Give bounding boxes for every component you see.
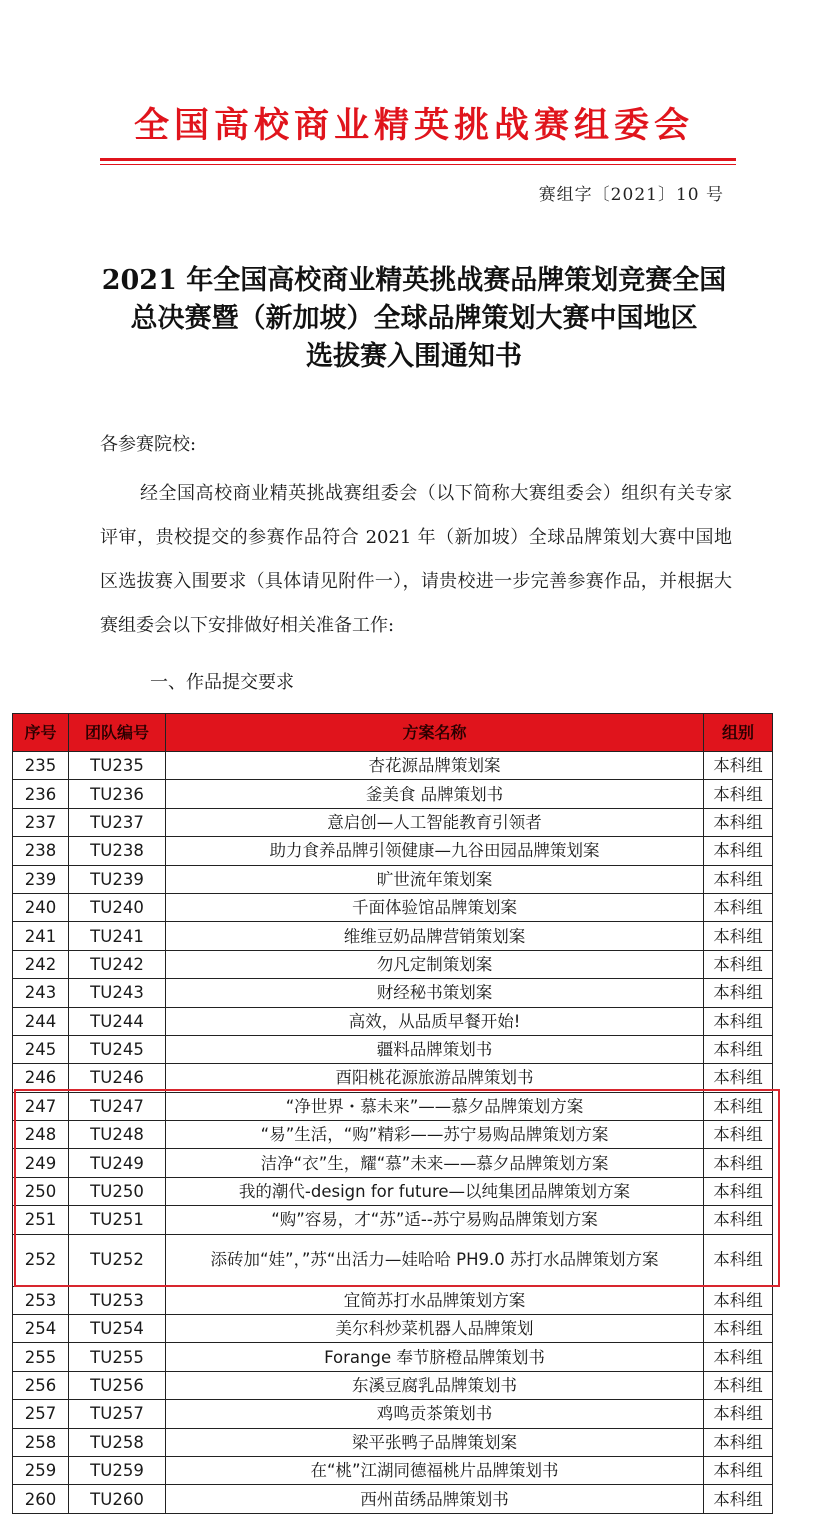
cell-team-id: TU252 [69,1234,166,1286]
cell-plan-name: 酉阳桃花源旅游品牌策划书 [166,1064,704,1092]
table-row [13,979,773,1007]
cell-group: 本科组 [704,893,773,921]
cell-team-id: TU243 [69,979,166,1007]
cell-group: 本科组 [704,1177,773,1205]
cell-team-id: TU250 [69,1177,166,1205]
document-title [80,262,748,376]
cell-group: 本科组 [704,979,773,1007]
cell-group: 本科组 [704,1286,773,1314]
cell-number: 257 [13,1400,69,1428]
cell-group: 本科组 [704,1315,773,1343]
table-row [13,1485,773,1513]
cell-team-id: TU236 [69,780,166,808]
table-row [13,837,773,865]
cell-number: 239 [13,865,69,893]
cell-plan-name: 千面体验馆品牌策划案 [166,893,704,921]
cell-team-id: TU257 [69,1400,166,1428]
table-row [13,1456,773,1484]
cell-plan-name: 鸡鸣贡茶策划书 [166,1400,704,1428]
table-row [13,1400,773,1428]
cell-plan-name: 助力食养品牌引领健康—九谷田园品牌策划案 [166,837,704,865]
cell-group: 本科组 [704,950,773,978]
cell-plan-name: Forange 奉节脐橙品牌策划书 [166,1343,704,1371]
cell-plan-name: 添砖加“娃”，”苏“出活力—娃哈哈 PH9.0 苏打水品牌策划方案 [166,1234,704,1286]
cell-group: 本科组 [704,837,773,865]
cell-team-id: TU244 [69,1007,166,1035]
cut-off-text [150,672,294,697]
cell-group: 本科组 [704,1064,773,1092]
cell-number: 237 [13,808,69,836]
cell-number: 244 [13,1007,69,1035]
title-line: 选拔赛入围通知书 [306,341,522,372]
cell-number: 245 [13,1035,69,1063]
table-row [13,752,773,780]
cell-team-id: TU242 [69,950,166,978]
table-row [13,865,773,893]
cell-number: 235 [13,752,69,780]
cell-group: 本科组 [704,1092,773,1120]
cell-group: 本科组 [704,1456,773,1484]
table-row [13,1206,773,1234]
cell-group: 本科组 [704,1485,773,1513]
cell-group: 本科组 [704,1234,773,1286]
cell-group: 本科组 [704,1121,773,1149]
cell-plan-name: 勿凡定制策划案 [166,950,704,978]
cell-group: 本科组 [704,1206,773,1234]
cell-group: 本科组 [704,865,773,893]
table-row [13,1234,773,1286]
table-row [13,1315,773,1343]
cell-group: 本科组 [704,1400,773,1428]
cell-team-id: TU249 [69,1149,166,1177]
cell-plan-name: 高效，从品质早餐开始! [166,1007,704,1035]
table-row [13,1092,773,1120]
organization-title: 全国高校商业精英挑战赛组委会 [133,106,694,146]
cell-number: 241 [13,922,69,950]
cell-plan-name: 维维豆奶品牌营销策划案 [166,922,704,950]
cell-group: 本科组 [704,808,773,836]
cell-number: 255 [13,1343,69,1371]
cell-group: 本科组 [704,1007,773,1035]
cell-team-id: TU251 [69,1206,166,1234]
cell-number: 246 [13,1064,69,1092]
cell-number: 248 [13,1121,69,1149]
header-rule-thick [100,158,736,161]
table-row [13,1149,773,1177]
cell-team-id: TU241 [69,922,166,950]
cell-plan-name: 釜美食 品牌策划书 [166,780,704,808]
table-body [13,752,773,1514]
cell-team-id: TU238 [69,837,166,865]
cell-number: 242 [13,950,69,978]
table-row [13,1371,773,1399]
table-row [13,950,773,978]
document-number: 赛组字〔2021〕10 号 [538,185,724,205]
table-row [13,1007,773,1035]
cell-team-id: TU253 [69,1286,166,1314]
table-row [13,893,773,921]
table-row [13,780,773,808]
cell-team-id: TU260 [69,1485,166,1513]
cell-plan-name: 杏花源品牌策划案 [166,752,704,780]
cell-plan-name: 东溪豆腐乳品牌策划书 [166,1371,704,1399]
table-row [13,1064,773,1092]
cell-number: 252 [13,1234,69,1286]
finalist-table [12,713,773,1514]
cell-plan-name: 在“桃”江湖同德福桃片品牌策划书 [166,1456,704,1484]
cell-plan-name: 意启创—人工智能教育引领者 [166,808,704,836]
cell-team-id: TU256 [69,1371,166,1399]
table-row [13,808,773,836]
cell-team-id: TU235 [69,752,166,780]
cell-number: 236 [13,780,69,808]
body-text [100,472,732,648]
body-paragraph: 经全国高校商业精英挑战赛组委会（以下简称大赛组委会）组织有关专家评审，贵校提交的参赛作品符合 2021 年（新加坡）全球品牌策划大赛中国地区选拔赛入围要求（具体请见附件一），请贵校进一步完善参赛作品，并根据大赛组委会以下安排做好相关准备工作: [100,483,732,636]
cell-number: 256 [13,1371,69,1399]
cell-team-id: TU240 [69,893,166,921]
cell-team-id: TU248 [69,1121,166,1149]
cell-plan-name: 宜简苏打水品牌策划方案 [166,1286,704,1314]
column-header-no: 序号 [13,714,69,752]
cell-group: 本科组 [704,780,773,808]
cell-number: 243 [13,979,69,1007]
cell-team-id: TU245 [69,1035,166,1063]
cell-plan-name: “易”生活，“购”精彩——苏宁易购品牌策划方案 [166,1121,704,1149]
cell-plan-name: 财经秘书策划案 [166,979,704,1007]
cell-team-id: TU258 [69,1428,166,1456]
cell-team-id: TU255 [69,1343,166,1371]
cell-plan-name: 疆料品牌策划书 [166,1035,704,1063]
cell-team-id: TU254 [69,1315,166,1343]
cell-number: 240 [13,893,69,921]
column-header-name: 方案名称 [166,714,704,752]
cell-group: 本科组 [704,752,773,780]
salutation: 各参赛院校: [100,434,197,455]
cell-plan-name: 梁平张鸭子品牌策划案 [166,1428,704,1456]
column-header-group: 组别 [704,714,773,752]
table-row [13,1035,773,1063]
table-header-row [13,714,773,752]
table-row [13,1286,773,1314]
cell-number: 238 [13,837,69,865]
cell-group: 本科组 [704,1149,773,1177]
cell-number: 259 [13,1456,69,1484]
table-row [13,1121,773,1149]
cell-group: 本科组 [704,922,773,950]
column-header-team: 团队编号 [69,714,166,752]
cell-plan-name: 西州苗绣品牌策划书 [166,1485,704,1513]
cell-number: 247 [13,1092,69,1120]
table-row [13,1428,773,1456]
header-rule-thin [100,164,736,165]
cell-number: 249 [13,1149,69,1177]
table-row [13,922,773,950]
cell-plan-name: 美尔科炒菜机器人品牌策划 [166,1315,704,1343]
table-row [13,1343,773,1371]
cell-group: 本科组 [704,1035,773,1063]
cell-number: 258 [13,1428,69,1456]
cell-number: 250 [13,1177,69,1205]
cell-team-id: TU259 [69,1456,166,1484]
cell-group: 本科组 [704,1428,773,1456]
section-heading-partial: 一、作品提交要求 [150,672,294,693]
title-line: 总决赛暨（新加坡）全球品牌策划大赛中国地区 [130,303,698,334]
cell-team-id: TU247 [69,1092,166,1120]
cell-plan-name: 我的潮代-design for future—以纯集团品牌策划方案 [166,1177,704,1205]
cell-plan-name: “购”容易，才“苏”适--苏宁易购品牌策划方案 [166,1206,704,1234]
cell-number: 251 [13,1206,69,1234]
cell-group: 本科组 [704,1343,773,1371]
cell-team-id: TU237 [69,808,166,836]
cell-team-id: TU239 [69,865,166,893]
cell-number: 260 [13,1485,69,1513]
cell-number: 254 [13,1315,69,1343]
table-row [13,1177,773,1205]
cell-number: 253 [13,1286,69,1314]
cell-plan-name: 洁净“衣”生，耀“慕”未来——慕夕品牌策划方案 [166,1149,704,1177]
title-line: 2021 年全国高校商业精英挑战赛品牌策划竞赛全国 [101,265,727,296]
cell-plan-name: “净世界・慕未来”——慕夕品牌策划方案 [166,1092,704,1120]
cell-group: 本科组 [704,1371,773,1399]
cell-team-id: TU246 [69,1064,166,1092]
cell-plan-name: 旷世流年策划案 [166,865,704,893]
